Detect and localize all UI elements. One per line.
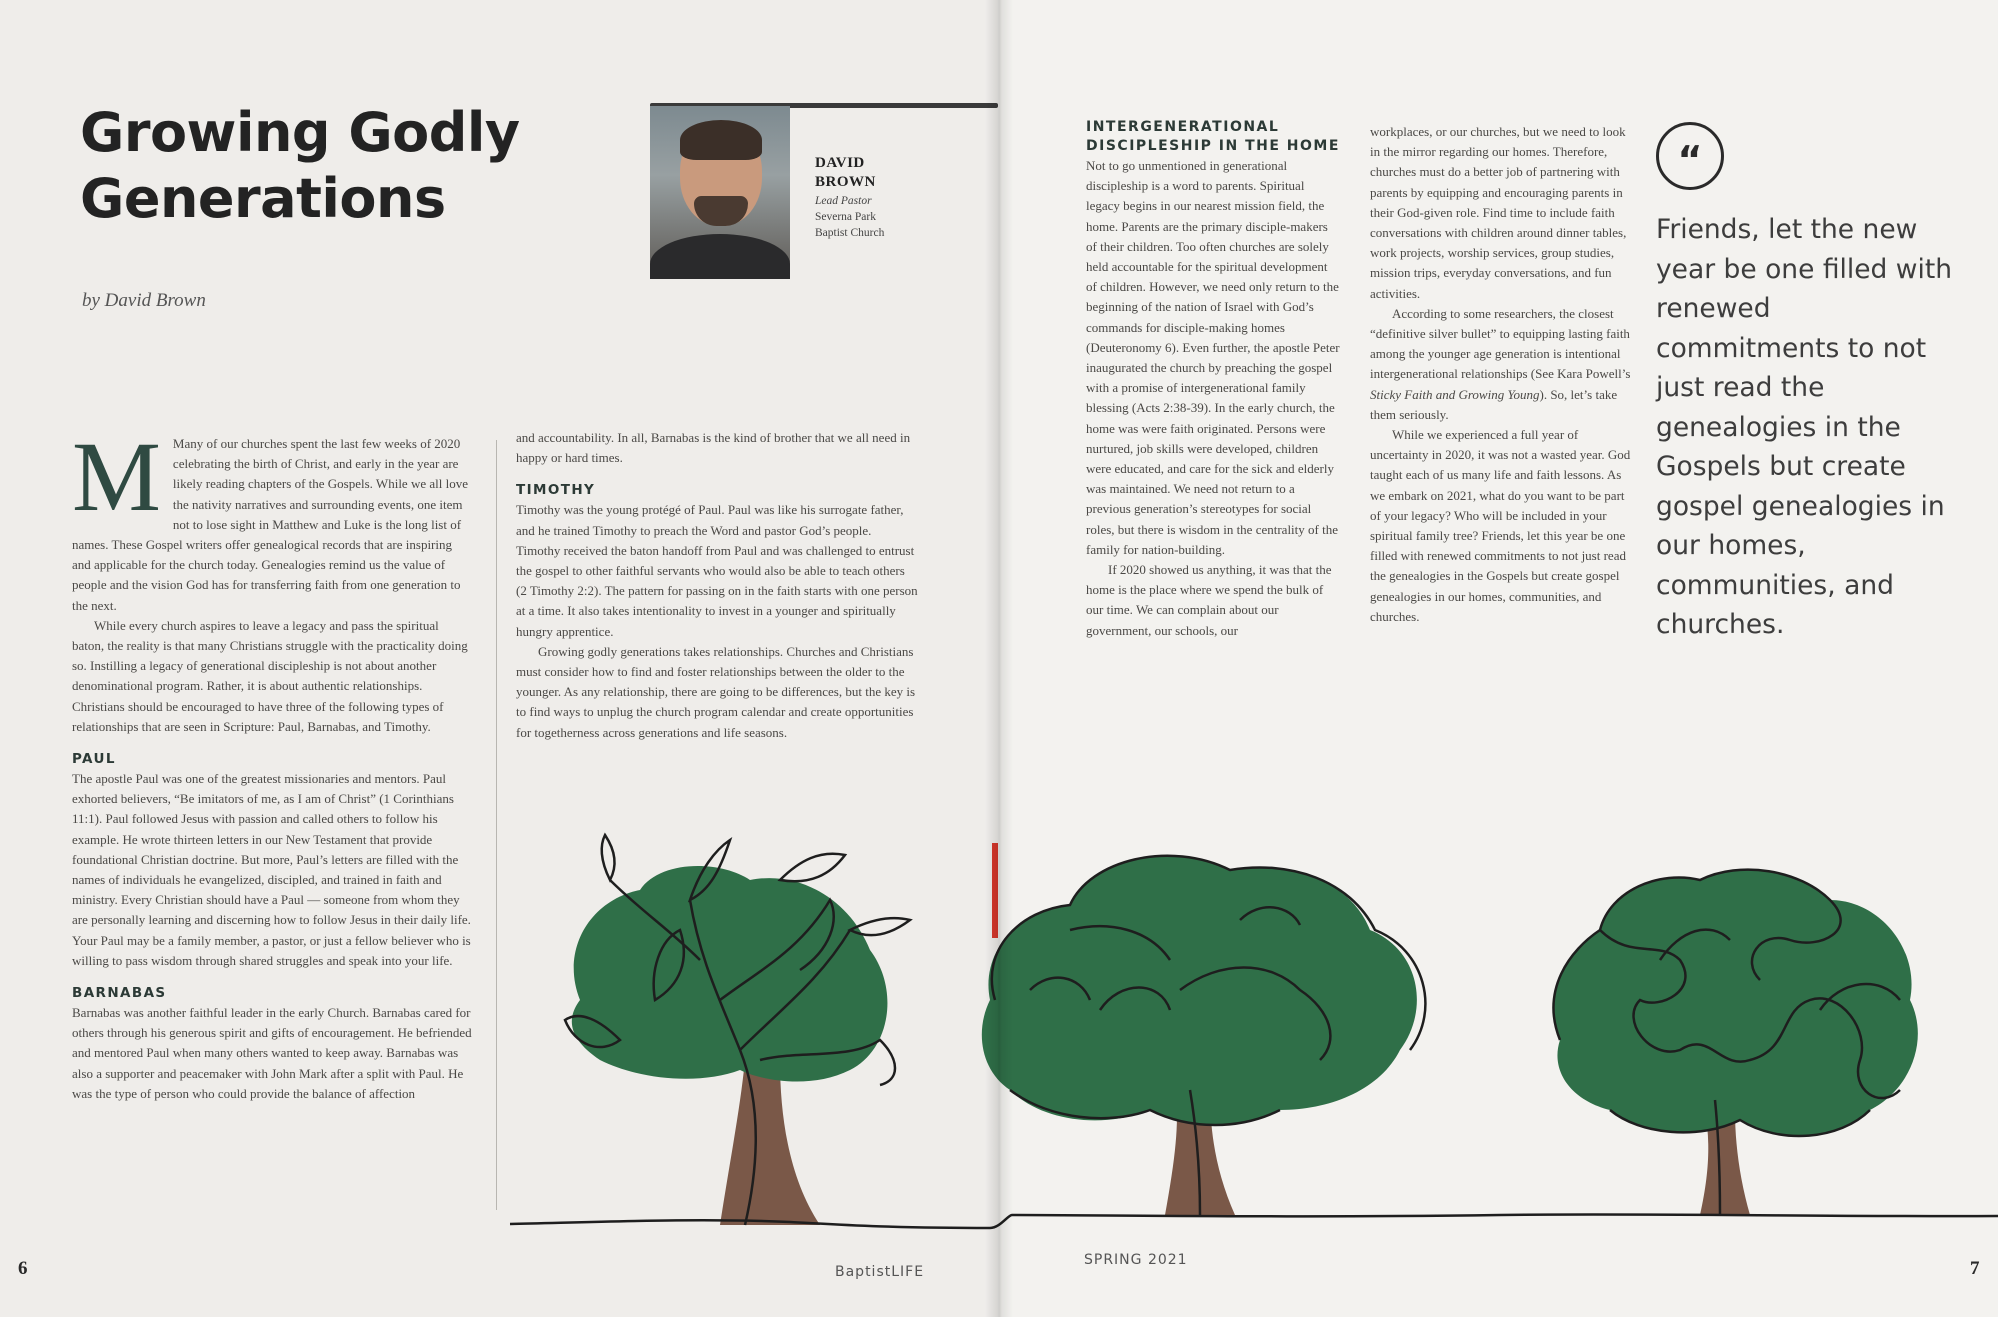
paragraph-timothy: Timothy was the young protégé of Paul. Paul was like his surrogate father, and he trained Timothy to preach the Word and pastor God’s people. Timothy received the baton handoff from Paul and was challenged to entrust the gospel to other faithful servants who would also be able to teach others (2 Timothy 2:2). The pattern for passing on in the faith starts with one person at a time. It also takes intentionality to invest in a younger and spiritually hungry apprentice. (516, 502, 918, 639)
book-title: Sticky Faith and Growing Young (1370, 386, 1540, 402)
section-heading-barnabas: BARNABAS (72, 985, 167, 1002)
section-heading-timothy: TIMOTHY (516, 482, 596, 499)
author-church: Severna Park Baptist Church (815, 211, 885, 239)
pull-quote: Friends, let the new year be one filled with renewed commitments to not just read the genealogies in the Gospels but create gospel genealogies in our homes, communities, and churches. (1656, 214, 1953, 640)
author-name: DAVID BROWN (815, 155, 876, 190)
title-line-1: Growing Godly (80, 101, 520, 164)
title-line-2: Generations (80, 167, 446, 230)
paragraph-research: According to some researchers, the closest “definitive silver bullet” to equipping lasting faith among the younger age generation is intentional intergenerational relationships (See Kara Powell’s Sticky Faith and Growing Young). So, let’s take them seriously. (1370, 305, 1631, 422)
paragraph-continued-right: workplaces, or our churches, but we need to look in the mirror regarding our homes. Therefore, churches must do a better job of partnering with parents by equipping and encouraging parents in their God-given role. Find time to include faith conversations with children around dinner tables, work projects, worship services, group studies, mission trips, everyday conversations, and fun activities. (1370, 124, 1627, 301)
paragraph-growing: Growing godly generations takes relationships. Churches and Christians must consider how to find and foster relationships between the older to the younger. As any relationship, there are going to be differences, but the key is to find ways to unplug the church program calendar and create opportunities for togetherness across generations and life seasons. (516, 643, 916, 740)
paragraph-home: Not to go unmentioned in generational discipleship is a word to parents. Spiritual legacy begins in our nearest mission field, the home. Parents are the primary disciple-makers of their children. Too often churches are solely held accountable for the spiritual development of children. However, we need only return to the beginning of the nation of Israel with God’s commands for disciple-making homes (Deuteronomy 6). Even further, the apostle Peter inaugurated the church by preaching the gospel with a promise of intergenerational family blessing (Acts 2:38-39). In the early church, the home was were faith originated. Persons were nurtured, job skills were developed, children were educated, and care for the sick and elderly was maintained. We need not return to a previous generation’s stereotypes for social roles, but there is wisdom in the centrality of the family for nation-building. (1086, 158, 1340, 557)
section-heading-home: INTERGENERATIONAL DISCIPLESHIP IN THE HOME (1086, 119, 1340, 154)
tree-icon-right (1554, 870, 1918, 1215)
page-number-left: 6 (18, 1258, 29, 1279)
issue-date: SPRING 2021 (1084, 1252, 1188, 1268)
page-number-right: 7 (1970, 1258, 1981, 1279)
paragraph: While every church aspires to leave a legacy and pass the spiritual baton, the reality is that many Christians struggle with the practicality doing so. Instilling a legacy of generational discipleship is not about another denominational program. Rather, it is about authentic relationships. Christians should be encouraged to have three of the following types of relationships that are seen in Scripture: Paul, Barnabas, and Timothy. (72, 617, 468, 734)
byline: by David Brown (82, 290, 206, 311)
quote-mark-icon: “ (1656, 122, 1724, 190)
publication-name: BaptistLIFE (835, 1264, 925, 1280)
red-accent-bar (992, 843, 998, 938)
drop-cap: M (72, 421, 161, 532)
intro-paragraph: M Many of our churches spent the last few weeks of 2020 celebrating the birth of Christ, and early in the year are likely reading chapters of the Gospels. While we all love the nativity narratives and surrounding events, one item not to lose sight in Matthew and Luke is the long list of names. These Gospel writers offer genealogical records that are inspiring and applicable for the church today. Genealogies remind us the value of people and the vision God has for transferring faith from one generation to the next. (72, 421, 468, 613)
tree-icon-middle (982, 856, 1426, 1215)
section-heading-paul: PAUL (72, 751, 116, 768)
paragraph-barnabas: Barnabas was another faithful leader in the early Church. Barnabas cared for others through his generous spirit and gifts of encouragement. He befriended and mentored Paul when many others wanted to keep away. Barnabas was also a supporter and peacemaker with John Mark after a split with Paul. He was the type of person who could provide the balance of affection (72, 1005, 472, 1101)
paragraph-paul: The apostle Paul was one of the greatest missionaries and mentors. Paul exhorted believers, “Be imitators of me, as I am of Christ” (1 Corinthians 11:1). Paul followed Jesus with passion and called others to follow his example. He wrote thirteen letters in our New Testament that provide foundational Christian doctrine. But more, Paul’s letters are filled with the names of individuals he evangelized, discipled, and trained in faith and ministry. Every Christian should have a Paul — someone from whom they are personally learning and discerning how to follow Jesus in their daily life. Your Paul may be a family member, a pastor, or just a fellow believer who is willing to pass wisdom through shared struggles and speak into your life. (72, 771, 471, 968)
author-role: Lead Pastor (815, 195, 872, 207)
tree-icon-left (565, 835, 910, 1225)
paragraph-continued: and accountability. In all, Barnabas is the kind of brother that we all need in happy or hard times. (516, 430, 911, 466)
paragraph-final: While we experienced a full year of uncertainty in 2020, it was not a wasted year. God taught each of us many life and faith lessons. As we embark on 2021, what do you want to be part of your legacy? Who will be included in your spiritual family tree? Friends, let this year be one filled with renewed commitments to not just read the genealogies in the Gospels but create gospel genealogies in our homes, communities, and churches. (1370, 427, 1631, 624)
paragraph-2020: If 2020 showed us anything, it was that the home is the place where we spend the bulk of our time. We can complain about our government, our schools, our (1086, 562, 1332, 638)
